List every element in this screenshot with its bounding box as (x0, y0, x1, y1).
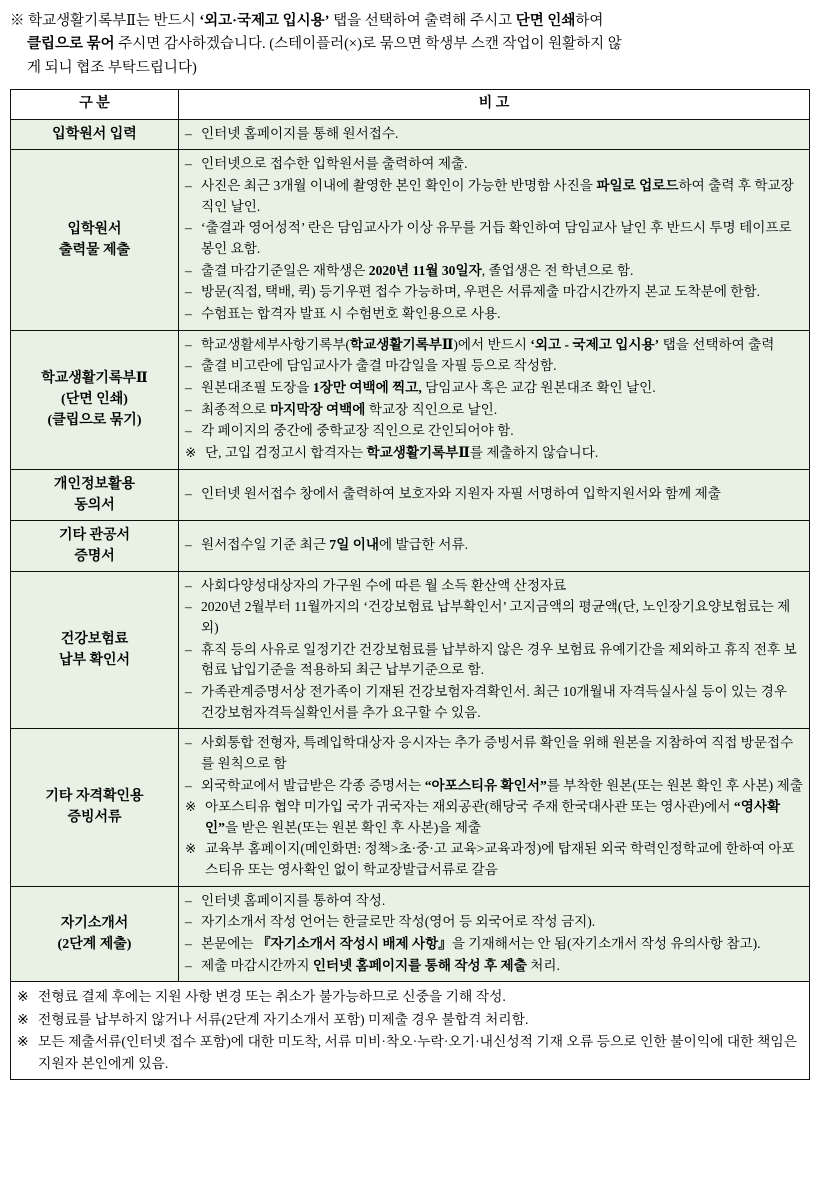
row-category-label: 학교생활기록부Ⅱ (단면 인쇄) (클립으로 묶기) (11, 330, 179, 469)
list-marker: – (185, 735, 192, 751)
notice-marker: ※ (10, 13, 25, 29)
table-row (11, 886, 810, 982)
remark-item (185, 956, 803, 977)
list-marker: – (185, 914, 192, 930)
footer-note (17, 986, 803, 1007)
remark-text: 휴직 등의 사유로 일정기간 건강보험료를 납부하지 않은 경우 보험료 유예기간을 제외하고 휴직 전후 보험료 납입기준을 적용하되 최근 납부기준으로 함. (201, 641, 797, 678)
remark-item (185, 597, 803, 638)
table-body (11, 119, 810, 982)
row-remarks-cell (179, 571, 810, 729)
table-header-row (11, 90, 810, 119)
remark-text: 사회다양성대상자의 가구원 수에 따른 월 소득 환산액 산정자료 (201, 577, 567, 593)
remark-text: 인터넷으로 접수한 입학원서를 출력하여 제출. (201, 156, 468, 172)
list-marker: – (185, 957, 192, 973)
column-header-category: 구 분 (11, 90, 179, 119)
remark-text: 사회통합 전형자, 특례입학대상자 응시자는 추가 증빙서류 확인을 위해 원본을 지참하여 직접 방문접수를 원칙으로 함 (201, 735, 794, 771)
remark-item (185, 640, 803, 681)
list-marker: ※ (17, 1011, 29, 1027)
remark-item (185, 154, 803, 175)
row-remarks-cell (179, 330, 810, 469)
list-marker: – (185, 336, 192, 352)
remark-item (185, 682, 803, 723)
list-marker: – (185, 577, 192, 593)
list-marker: – (185, 220, 192, 236)
remark-text: 출결 마감기준일은 재학생은 2020년 11월 30일자, 졸업생은 전 학년으로 함. (201, 262, 634, 278)
remark-item (185, 891, 803, 912)
row-category-label: 건강보험료 납부 확인서 (11, 571, 179, 729)
notice-line-3: 게 되니 협조 부탁드립니다) (27, 59, 197, 76)
remark-item (185, 124, 803, 145)
notice-line2-emph: 클립으로 묶어 (27, 36, 115, 53)
row-category-label: 개인정보활용 동의서 (11, 469, 179, 520)
remark-item (185, 776, 803, 797)
submission-documents-table (10, 89, 810, 1079)
row-category-label: 입학원서 입력 (11, 119, 179, 150)
remark-item (185, 378, 803, 399)
list-marker: – (185, 306, 192, 321)
remark-text: 사진은 최근 3개월 이내에 촬영한 본인 확인이 가능한 반명함 사진을 파일로 업로드하여 출력 후 학교장 직인 날인. (201, 178, 794, 214)
remark-item (185, 733, 803, 774)
remark-item (185, 421, 803, 442)
list-marker: – (185, 156, 192, 172)
remark-item (185, 535, 803, 556)
remark-text: 단, 고입 검정고시 합격자는 학교생활기록부Ⅱ를 제출하지 않습니다. (205, 444, 599, 460)
remark-text: 아포스티유 협약 미가입 국가 귀국자는 재외공관(해당국 주재 한국대사관 또는 영사관)에서 “영사확인”을 받은 원본(또는 원본 확인 후 사본)을 제출 (205, 799, 781, 835)
row-remarks-cell (179, 150, 810, 330)
list-marker: – (185, 599, 192, 615)
notice-line1-c: 탭을 선택하여 출력해 주시고 (329, 13, 516, 29)
remark-text: 원본대조필 도장을 1장만 여백에 찍고, 담임교사 혹은 교감 원본대조 확인 날인. (201, 379, 656, 395)
list-marker: – (185, 536, 192, 552)
table-footer-row (11, 982, 810, 1080)
list-marker: ※ (185, 799, 197, 815)
remark-text: ‘출결과 영어성적’ 란은 담임교사가 이상 유무를 거듭 확인하여 담임교사 날인 후 반드시 투명 테이프로 봉인 요함. (201, 220, 792, 257)
remark-text: 방문(직접, 택배, 퀵) 등기우편 접수 가능하며, 우편은 서류제출 마감시간까지 본교 도착분에 한함. (201, 284, 761, 300)
remark-item (185, 261, 803, 282)
notice-line-2 (10, 33, 809, 56)
list-marker: – (185, 936, 192, 952)
table-row (11, 150, 810, 330)
remark-item (185, 443, 803, 464)
list-marker: – (185, 262, 192, 278)
notice-line1-e: 하여 (575, 13, 604, 29)
remark-item (185, 176, 803, 217)
footer-notes-cell (11, 982, 810, 1080)
list-marker: ※ (17, 989, 29, 1005)
list-marker: – (185, 683, 192, 699)
notice-line2-rest: 주시면 감사하겠습니다. (스테이플러(×)로 묶으면 학생부 스캔 작업이 원활하지 않 (114, 36, 622, 53)
table-row (11, 729, 810, 887)
list-marker: – (185, 401, 192, 417)
list-marker: – (185, 641, 192, 657)
table-row (11, 571, 810, 729)
remark-text: 각 페이지의 중간에 중학교장 직인으로 간인되어야 함. (201, 423, 514, 439)
remark-text: 인터넷 홈페이지를 통해 원서접수. (201, 125, 399, 141)
list-marker: – (185, 777, 192, 793)
list-marker: – (185, 485, 192, 501)
remark-item (185, 400, 803, 421)
remark-text: 인터넷 원서접수 창에서 출력하여 보호자와 지원자 자필 서명하여 입학지원서와 함께 제출 (201, 485, 721, 501)
remark-item (185, 484, 803, 505)
notice-line-1 (10, 10, 809, 33)
row-category-label: 자기소개서 (2단계 제출) (11, 886, 179, 982)
remark-text: 교육부 홈페이지(메인화면: 정책>초·중·고 교육>교육과정)에 탑재된 외국 학력인정학교에 한하여 아포스티유 또는 영사확인 없이 학교장발급서류로 갈음 (205, 841, 795, 878)
remark-text: 학교생활세부사항기록부(학교생활기록부Ⅱ)에서 반드시 ‘외고 - 국제고 입시용’ 탭을 선택하여 출력 (201, 336, 775, 352)
row-remarks-cell (179, 520, 810, 571)
remark-text: 외국학교에서 발급받은 각종 증명서는 “아포스티유 확인서”를 부착한 원본(또는 원본 확인 후 사본) 제출 (201, 777, 803, 793)
notice-line1-emph-2: 단면 인쇄 (515, 13, 576, 29)
remark-text: 가족관계증명서상 전가족이 기재된 건강보험자격확인서. 최근 10개월내 자격득실사실 등이 있는 경우 건강보험자격득실확인서를 추가 요구할 수 있음. (201, 683, 787, 720)
footer-note (17, 1031, 803, 1074)
remark-text: 2020년 2월부터 11월까지의 ‘건강보험료 납부확인서’ 고지금액의 평균액(단, 노인장기요양보험료는 제외) (201, 599, 791, 635)
table-row (11, 520, 810, 571)
remark-item (185, 912, 803, 933)
footer-note (17, 1009, 803, 1030)
row-remarks-cell (179, 469, 810, 520)
remark-text: 수험표는 합격자 발표 시 수험번호 확인용으로 사용. (201, 306, 501, 321)
list-marker: – (185, 423, 192, 439)
remark-text: 인터넷 홈페이지를 통하여 작성. (201, 892, 386, 908)
list-marker: – (185, 379, 192, 395)
list-marker: – (185, 358, 192, 374)
remark-text: 자기소개서 작성 언어는 한글로만 작성(영어 등 외국어로 작성 금지). (201, 914, 596, 930)
list-marker: ※ (185, 444, 197, 460)
remark-text: 출결 비고란에 담임교사가 출결 마감일을 자필 등으로 작성함. (201, 358, 557, 374)
remark-item (185, 576, 803, 597)
row-category-label: 입학원서 출력물 제출 (11, 150, 179, 330)
row-category-label: 기타 자격확인용 증빙서류 (11, 729, 179, 887)
column-header-remarks: 비 고 (179, 90, 810, 119)
remark-item (185, 934, 803, 955)
list-marker: ※ (17, 1034, 29, 1050)
remark-text: 본문에는 『자기소개서 작성시 배제 사항』을 기재해서는 안 됨(자기소개서 작성 유의사항 참고). (201, 936, 761, 952)
footer-note-text: 모든 제출서류(인터넷 접수 포함)에 대한 미도착, 서류 미비·착오·누락·오기·내신성적 기재 오류 등으로 인한 불이익에 대한 책임은 지원자 본인에게 있음. (38, 1034, 798, 1071)
remark-item (185, 356, 803, 377)
row-remarks-cell (179, 119, 810, 150)
notice-line1-emph-1: ‘외고·국제고 입시용’ (199, 13, 330, 29)
remark-text: 제출 마감시간까지 인터넷 홈페이지를 통해 작성 후 제출 처리. (201, 957, 560, 973)
remark-text: 최종적으로 마지막장 여백에 학교장 직인으로 날인. (201, 401, 498, 417)
row-remarks-cell (179, 886, 810, 982)
row-remarks-cell (179, 729, 810, 887)
table-row (11, 330, 810, 469)
remark-item (185, 797, 803, 838)
footer-note-text: 전형료 결제 후에는 지원 사항 변경 또는 취소가 불가능하므로 신중을 기해 작성. (38, 989, 506, 1005)
footer-note-text: 전형료를 납부하지 않거나 서류(2단계 자기소개서 포함) 미제출 경우 불합격 처리함. (38, 1011, 529, 1027)
list-marker: – (185, 125, 192, 141)
table-row (11, 119, 810, 150)
table-row (11, 469, 810, 520)
row-category-label: 기타 관공서 증명서 (11, 520, 179, 571)
remark-item (185, 218, 803, 259)
list-marker: – (185, 284, 192, 300)
top-notice (10, 10, 809, 80)
notice-line1-a: 학교생활기록부Ⅱ는 반드시 (28, 13, 200, 29)
remark-item (185, 282, 803, 303)
remark-item (185, 335, 803, 356)
list-marker: ※ (185, 841, 197, 857)
remark-item (185, 839, 803, 880)
list-marker: – (185, 892, 192, 908)
remark-item (185, 304, 803, 325)
remark-text: 원서접수일 기준 최근 7일 이내에 발급한 서류. (201, 536, 468, 552)
list-marker: – (185, 178, 192, 194)
